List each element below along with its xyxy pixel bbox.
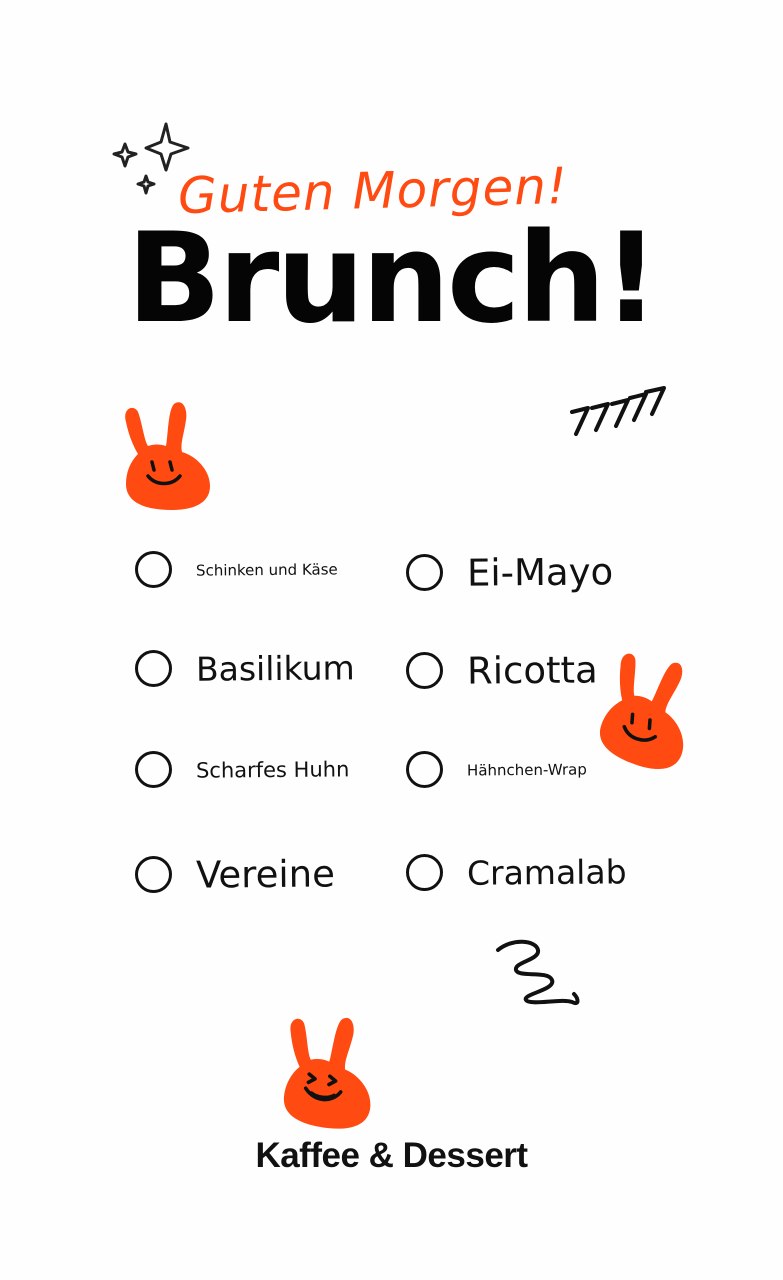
bunny-icon (580, 641, 715, 785)
radio-circle-icon[interactable] (135, 751, 172, 788)
radio-circle-icon[interactable] (135, 856, 172, 893)
bunny-icon (116, 400, 216, 516)
option-label: Ei-Mayo (466, 550, 614, 595)
greeting-text: Guten Morgen! (177, 156, 569, 226)
squiggle-icon (492, 936, 586, 1012)
radio-circle-icon[interactable] (406, 751, 443, 788)
radio-circle-icon[interactable] (135, 650, 172, 687)
option-label: Vereine (195, 852, 336, 897)
radio-circle-icon[interactable] (406, 652, 443, 689)
page-title: Brunch! (126, 207, 657, 351)
option-cramalab[interactable] (406, 853, 627, 892)
radio-circle-icon[interactable] (135, 551, 172, 588)
footer-text: Kaffee & Dessert (255, 1136, 528, 1175)
arrows-doodle-icon (568, 384, 672, 440)
radio-circle-icon[interactable] (406, 854, 443, 891)
option-label: Ricotta (466, 648, 598, 693)
option-label: Basilikum (195, 648, 355, 689)
option-label: Scharfes Huhn (195, 756, 350, 783)
option-label: Cramalab (466, 852, 627, 893)
option-label: Schinken und Käse (195, 559, 338, 580)
option-ricotta[interactable] (406, 649, 598, 692)
radio-circle-icon[interactable] (406, 554, 443, 591)
option-scharfes-huhn[interactable] (135, 751, 349, 788)
option-ei-mayo[interactable] (406, 551, 613, 594)
option-label: Hähnchen-Wrap (466, 759, 587, 780)
option-haehnchen-wrap[interactable] (406, 751, 587, 788)
option-vereine[interactable] (135, 853, 335, 896)
option-basilikum[interactable] (135, 649, 355, 688)
option-schinken[interactable] (135, 551, 338, 588)
bunny-icon (270, 1009, 386, 1139)
